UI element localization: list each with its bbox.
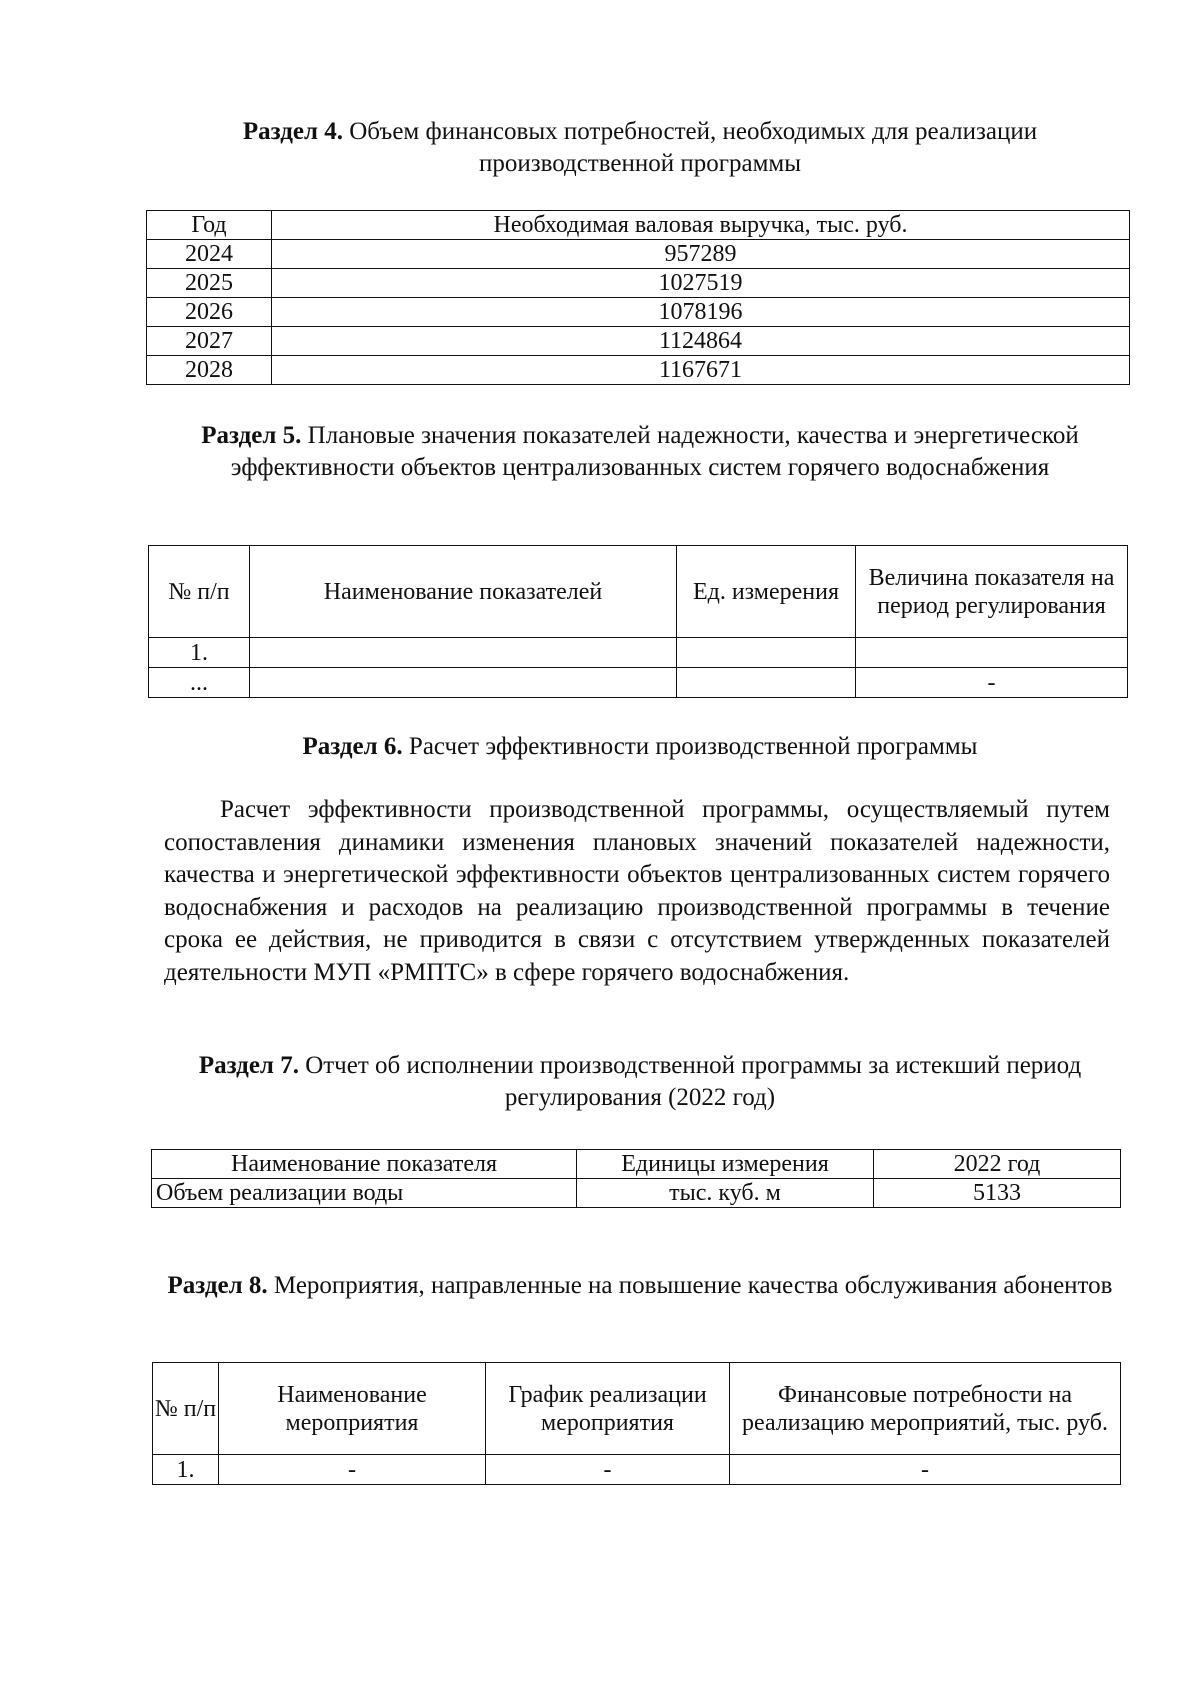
cell: Объем реализации воды xyxy=(152,1179,577,1208)
cell xyxy=(856,638,1128,668)
report-table xyxy=(151,1149,1121,1208)
section-5-heading xyxy=(160,420,1120,484)
measures-table xyxy=(152,1362,1121,1485)
section-title: Плановые значения показателей надежности, качества и энергетической эффективности объектов централизованных систем горячего водоснабжения xyxy=(230,422,1079,481)
cell: 1. xyxy=(149,638,250,668)
header-finance: Финансовые потребности на реализацию мероприятий, тыс. руб. xyxy=(730,1363,1121,1455)
cell xyxy=(677,638,856,668)
section-label: Раздел 4. xyxy=(242,118,343,145)
section-4-heading xyxy=(170,116,1110,180)
cell: - xyxy=(486,1455,730,1485)
section-8-heading xyxy=(160,1270,1120,1302)
cell: - xyxy=(219,1455,486,1485)
table-row xyxy=(147,327,1130,356)
cell xyxy=(677,668,856,698)
header-year: 2022 год xyxy=(874,1150,1121,1179)
header-schedule: График реализации мероприятия xyxy=(486,1363,730,1455)
section-label: Раздел 5. xyxy=(201,422,302,449)
cell: тыс. куб. м xyxy=(577,1179,874,1208)
header-year: Год xyxy=(147,211,272,240)
cell: 1027519 xyxy=(272,269,1130,298)
cell: 5133 xyxy=(874,1179,1121,1208)
header-name: Наименование показателя xyxy=(152,1150,577,1179)
section-title: Объем финансовых потребностей, необходимых для реализации производственной программы xyxy=(349,118,1038,177)
cell: 2025 xyxy=(147,269,272,298)
header-number: № п/п xyxy=(149,546,250,638)
cell: 957289 xyxy=(272,240,1130,269)
header-unit: Единицы измерения xyxy=(577,1150,874,1179)
table-row xyxy=(147,269,1130,298)
cell: 2028 xyxy=(147,356,272,385)
table-row xyxy=(152,1179,1121,1208)
financial-needs-table xyxy=(146,210,1130,385)
cell: 2024 xyxy=(147,240,272,269)
cell: - xyxy=(730,1455,1121,1485)
header-name: Наименование показателей xyxy=(250,546,677,638)
table-row xyxy=(153,1455,1121,1485)
section-label: Раздел 6. xyxy=(302,733,403,760)
cell: 1167671 xyxy=(272,356,1130,385)
header-unit: Ед. измерения xyxy=(677,546,856,638)
cell: 1124864 xyxy=(272,327,1130,356)
cell xyxy=(250,638,677,668)
table-row xyxy=(147,356,1130,385)
section-title: Расчет эффективности производственной программы xyxy=(408,733,978,760)
cell xyxy=(250,668,677,698)
table-row xyxy=(147,240,1130,269)
indicators-table xyxy=(148,545,1128,698)
section-7-heading xyxy=(175,1050,1105,1114)
section-title: Отчет об исполнении производственной программы за истекший период регулирования (2022 год) xyxy=(305,1052,1082,1111)
section-6-heading xyxy=(150,731,1130,763)
cell: 1078196 xyxy=(272,298,1130,327)
table-row xyxy=(149,668,1128,698)
cell: 2027 xyxy=(147,327,272,356)
header-value: Величина показателя на период регулирования xyxy=(856,546,1128,638)
header-revenue: Необходимая валовая выручка, тыс. руб. xyxy=(272,211,1130,240)
cell: 2026 xyxy=(147,298,272,327)
section-label: Раздел 8. xyxy=(167,1272,268,1299)
table-row xyxy=(149,638,1128,668)
section-6-paragraph: Расчет эффективности производственной программы, осуществляемый путем сопоставления динамики изменения плановых значений показателей надежности, качества и энергетической эффективности объектов централизованных систем горячего водоснабжения и расходов на реализацию производственной программы в течение срока ее действия, не приводится в связи с отсутствием утвержденных показателей деятельности МУП «РМПТС» в сфере горячего водоснабжения. xyxy=(164,796,1110,986)
section-label: Раздел 7. xyxy=(198,1052,299,1079)
header-name: Наименование мероприятия xyxy=(219,1363,486,1455)
cell: ... xyxy=(149,668,250,698)
table-row xyxy=(147,298,1130,327)
section-title: Мероприятия, направленные на повышение качества обслуживания абонентов xyxy=(273,1272,1113,1299)
header-number: № п/п xyxy=(153,1363,219,1455)
cell: 1. xyxy=(153,1455,219,1485)
cell: - xyxy=(856,668,1128,698)
